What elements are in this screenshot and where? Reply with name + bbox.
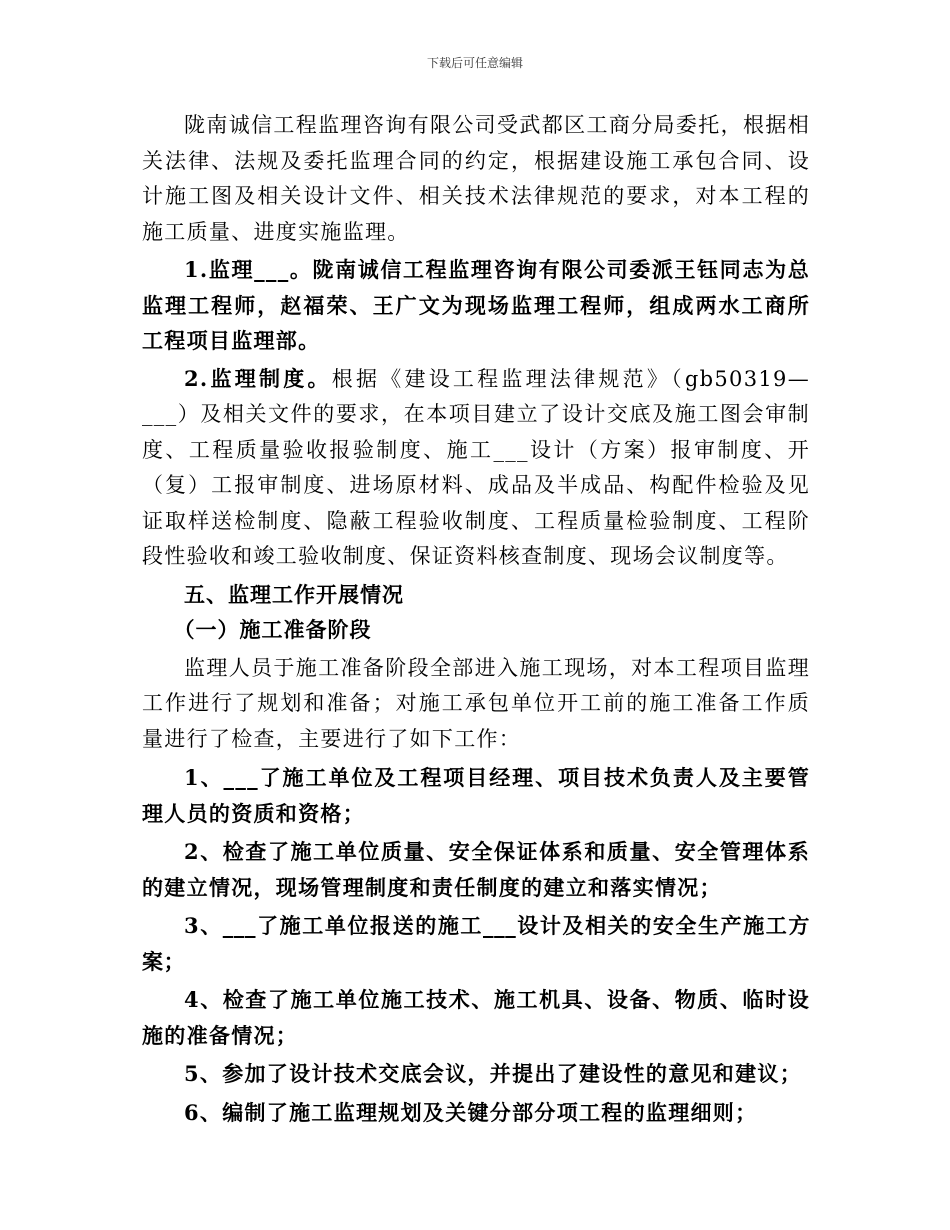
- section-heading: 五、监理工作开展情况: [184, 581, 404, 607]
- document-body: [142, 108, 810, 1133]
- paragraph-supervision-org: 1.监理___。陇南诚信工程监理咨询有限公司委派王钰同志为总监理工程师，赵福荣、王广文为现场监理工程师，组成两水工商所工程项目监理部。: [142, 257, 810, 353]
- list-item: 6、编制了施工监理规划及关键分部分项工程的监理细则；: [184, 1099, 758, 1125]
- subsection-heading: （一）施工准备阶段: [173, 617, 372, 642]
- page-header: 下载后可任意编辑: [426, 56, 523, 70]
- list-item: 5、参加了设计技术交底会议，并提出了建设性的意见和建议；: [184, 1061, 803, 1086]
- paragraph-label: 2.监理制度。: [184, 365, 332, 391]
- list-item: 1、___了施工单位及工程项目经理、项目技术负责人及主要管理人员的资质和资格；: [142, 765, 810, 826]
- paragraph-text: 根据《建设工程监理法律规范》（gb50319—___）及相关文件的要求，在本项目建立了设计交底及施工图会审制度、工程质量验收报验制度、施工___设计（方案）报审制度、开（复）工报审制度、进场原材料、成品及半成品、构配件检验及见证取样送检制度、隐蔽工程验收制度、工程质量检验制度、工程阶段性验收和竣工验收制度、保证资料核查制度、现场会议制度等。: [142, 366, 810, 568]
- list-item: 2、检查了施工单位质量、安全保证体系和质量、安全管理体系的建立情况，现场管理制度和责任制度的建立和落实情况；: [142, 839, 810, 900]
- paragraph-prep-stage: 监理人员于施工准备阶段全部进入施工现场，对本工程项目监理工作进行了规划和准备；对施工承包单位开工前的施工准备工作质量进行了检查，主要进行了如下工作：: [142, 655, 810, 751]
- paragraph-intro: 陇南诚信工程监理咨询有限公司受武都区工商分局委托，根据相关法律、法规及委托监理合同的约定，根据建设施工承包合同、设计施工图及相关设计文件、相关技术法律规范的要求，对本工程的施工质量、进度实施监理。: [142, 113, 810, 244]
- paragraph-supervision-system: [142, 361, 810, 575]
- list-item: 4、检查了施工单位施工技术、施工机具、设备、物质、临时设施的准备情况；: [142, 987, 810, 1048]
- list-item: 3、___了施工单位报送的施工___设计及相关的安全生产施工方案；: [142, 913, 810, 974]
